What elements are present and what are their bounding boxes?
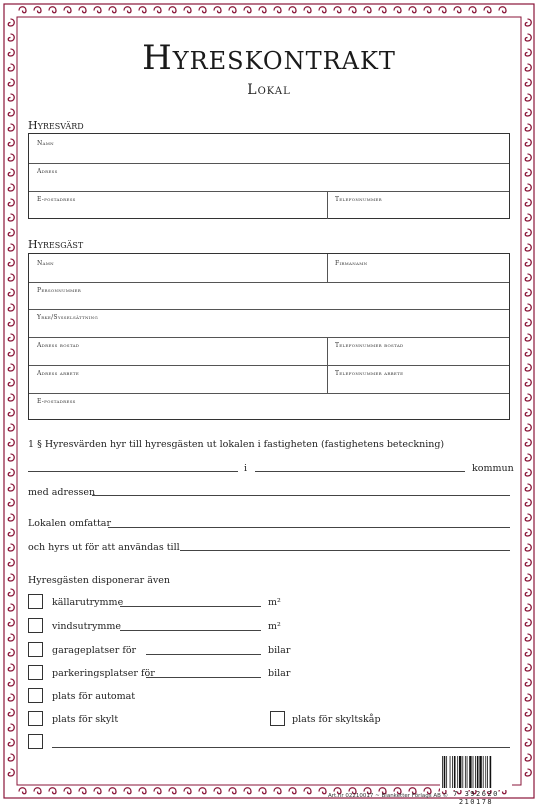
tenant-home-address-label: Adress bostad (37, 342, 80, 349)
usage-label: och hyrs ut för att användas till (28, 542, 180, 553)
extras-item-label: garageplatser för (52, 645, 137, 656)
barcode (440, 754, 512, 790)
barcode-bar (442, 756, 443, 788)
barcode-bar (490, 756, 492, 788)
landlord-heading: Hyresvärd (28, 119, 84, 132)
barcode-bar (457, 756, 458, 788)
landlord-address-label: Adress (37, 168, 58, 175)
barcode-bar (465, 756, 466, 788)
document-subtitle: Lokal (247, 82, 291, 98)
extras-amount-line[interactable] (146, 677, 261, 678)
premises-label: Lokalen omfattar (28, 518, 111, 529)
tenant-home-phone-label: Telefonnummer bostad (335, 342, 404, 349)
extras-item-label: källarutrymme (52, 597, 124, 608)
extras-item-label: vindsutrymme (52, 621, 121, 632)
barcode-bar (475, 756, 476, 788)
tenant-email-label: E-postadress (37, 398, 76, 405)
landlord-email-label: E-postadress (37, 196, 76, 203)
document-title: Hyreskontrakt (142, 38, 396, 78)
extras-unit: bilar (268, 668, 291, 679)
sign-cabinet-label: plats för skyltskåp (292, 714, 381, 725)
other-checkbox[interactable] (28, 734, 43, 749)
extras-amount-line[interactable] (146, 654, 261, 655)
extras-amount-line[interactable] (120, 606, 261, 607)
extras-item-label: plats för skylt (52, 714, 119, 725)
extras-checkbox[interactable] (28, 665, 43, 680)
barcode-number: 7 392620 210178 (453, 790, 499, 806)
municipality-line[interactable] (255, 471, 465, 472)
extras-checkbox[interactable] (28, 642, 43, 657)
extras-amount-line[interactable] (120, 630, 261, 631)
address-label: med adressen (28, 487, 96, 498)
extras-checkbox[interactable] (28, 688, 43, 703)
extras-item-label: parkeringsplatser för (52, 668, 155, 679)
barcode-bar (479, 756, 481, 788)
barcode-bar (483, 756, 484, 788)
barcode-bar (446, 756, 447, 788)
extras-checkbox[interactable] (28, 618, 43, 633)
tenant-name-label: Namn (37, 260, 54, 267)
barcode-bar (487, 756, 488, 788)
municipality-word: kommun (472, 463, 514, 474)
tenant-company-label: Firmanamn (335, 260, 368, 267)
barcode-bar (485, 756, 486, 788)
barcode-bar (467, 756, 468, 788)
tenant-occupation-label: Yrke/Sysselsättning (37, 314, 98, 321)
extras-item-label: plats för automat (52, 691, 136, 702)
barcode-bar (454, 756, 456, 788)
landlord-name-label: Namn (37, 140, 54, 147)
property-designation-line[interactable] (28, 471, 238, 472)
clause-1-text: 1 § Hyresvärden hyr till hyresgästen ut lokalen i fastigheten (fastighetens beteckning) (28, 439, 445, 450)
barcode-bar (450, 756, 451, 788)
premises-line[interactable] (108, 527, 510, 528)
barcode-bar (452, 756, 453, 788)
extras-unit: bilar (268, 645, 291, 656)
extras-checkbox[interactable] (28, 711, 43, 726)
tenant-work-phone-label: Telefonnummer arbete (335, 370, 404, 377)
tenant-heading: Hyresgäst (28, 238, 84, 251)
tenant-personal-id-label: Personnummer (37, 287, 82, 294)
extras-unit: m² (268, 597, 281, 608)
tenant-work-address-label: Adress arbete (37, 370, 80, 377)
barcode-bar (477, 756, 479, 788)
barcode-bar (469, 756, 471, 788)
other-line[interactable] (52, 747, 510, 748)
barcode-bar (462, 756, 463, 788)
barcode-bar (459, 756, 461, 788)
in-word: i (244, 463, 248, 474)
address-line[interactable] (92, 495, 510, 496)
tenant-box (28, 253, 510, 420)
landlord-box (28, 133, 510, 219)
extras-checkbox[interactable] (28, 594, 43, 609)
usage-line[interactable] (180, 550, 510, 551)
sign-cabinet-checkbox[interactable] (270, 711, 285, 726)
extras-heading: Hyresgästen disponerar även (28, 575, 170, 586)
barcode-bar (444, 756, 446, 788)
article-number: Art.nr 02210017 ~ Blanketter Förlags AB © (328, 793, 449, 799)
landlord-phone-label: Telefonnummer (335, 196, 382, 203)
extras-unit: m² (268, 621, 281, 632)
barcode-bar (473, 756, 474, 788)
